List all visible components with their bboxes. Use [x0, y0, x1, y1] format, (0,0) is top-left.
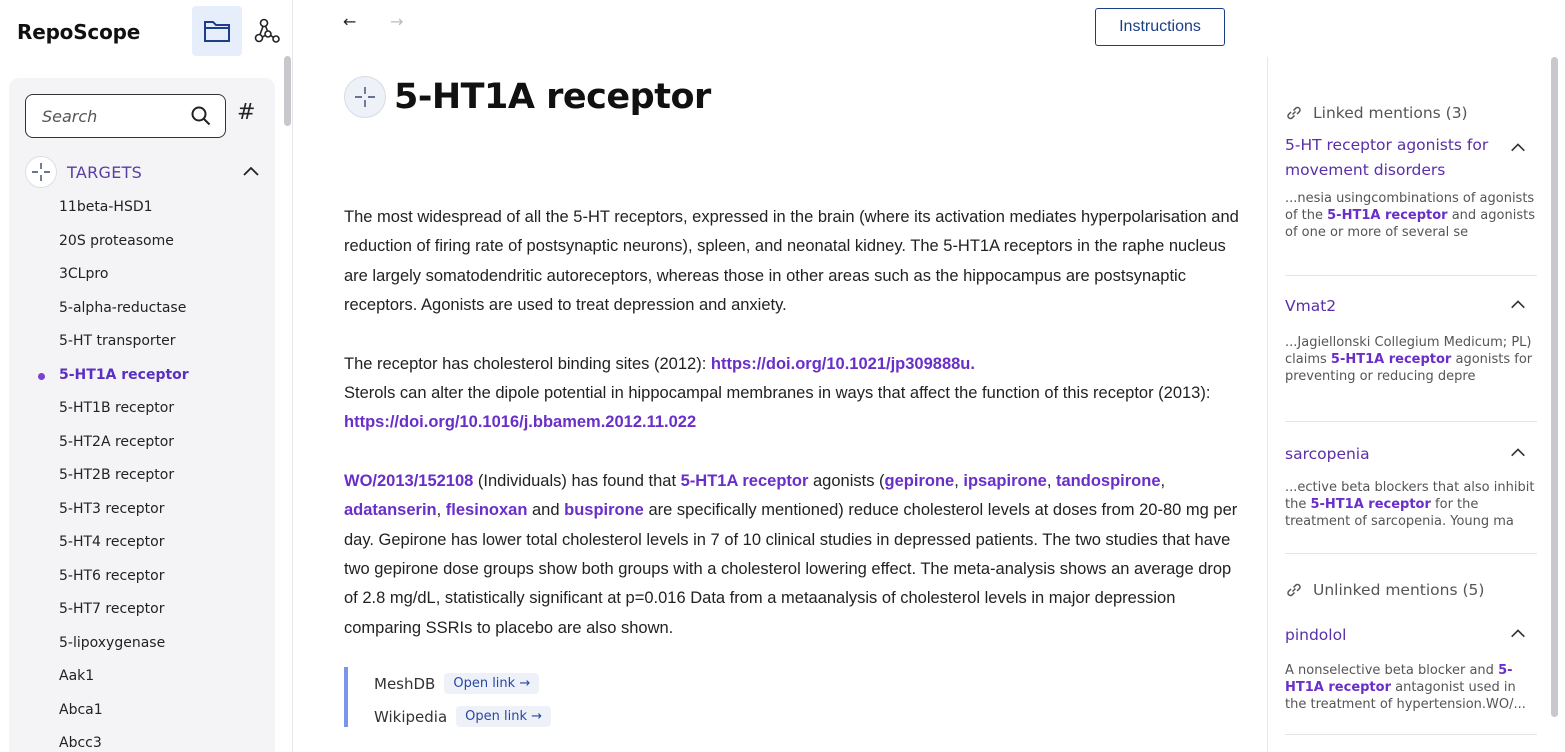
sidebar-item-label: 3CLpro [59, 266, 109, 282]
mention-card[interactable] [1285, 294, 1537, 422]
page-body [344, 203, 1244, 672]
graph-view-button[interactable] [242, 6, 292, 56]
chevron-up-icon[interactable] [1509, 444, 1527, 462]
unlinked-mentions-header: Unlinked mentions (5) [1285, 581, 1484, 599]
page-header [344, 76, 711, 118]
link-icon [1285, 104, 1303, 122]
chevron-up-icon[interactable] [1509, 139, 1527, 157]
mention-title[interactable]: pindolol [1285, 626, 1347, 644]
files-view-button[interactable] [192, 6, 242, 56]
sidebar-item[interactable] [9, 627, 275, 661]
sidebar-item-label: 5-HT3 receptor [59, 500, 165, 517]
mention-title[interactable]: Vmat2 [1285, 297, 1337, 315]
drug-link-adatanserin[interactable]: adatanserin [344, 501, 437, 520]
mention-snippet: A nonselective beta blocker and 5-HT1A receptor antagonist used in the treatment of hypertension.WO/... [1285, 663, 1526, 712]
paragraph-patent: WO/2013/152108 (Individuals) has found that 5-HT1A receptor agonists (gepirone, ipsapirone, tandospirone, adatanserin, flesinoxan and buspirone are specifically mentioned) reduce cholesterol levels at doses from 20-80 mg per day. Gepirone has lower total cholesterol levels in 7 of 10 clinical studies in depressed patients. The two studies that have two gepirone dose groups show both groups with a cholesterol lowering effect. The meta-analysis shows an average drop of 2.8 mg/dL, statistically significant at p=0.016 Data from a metaanalysis of cholesterol levels in major depression comparing SSRIs to placebo are also shown. [344, 471, 1238, 637]
doi-link-2012[interactable]: https://doi.org/10.1021/jp309888u. [710, 354, 975, 373]
sidebar-item[interactable] [9, 526, 275, 560]
drug-link-tandospirone[interactable]: tandospirone [1056, 471, 1161, 490]
graph-icon [253, 17, 281, 45]
search-input[interactable] [25, 94, 226, 138]
sidebar-item-label: 5-HT6 receptor [59, 567, 165, 584]
sidebar-item[interactable] [9, 392, 275, 426]
sidebar-item-label: 5-HT transporter [59, 333, 176, 349]
left-sidebar [0, 0, 293, 752]
paragraph-references: The receptor has cholesterol binding sites (2012): https://doi.org/10.1021/jp309888u. Sterols can alter the dipole potential in hippocampal membranes in ways that affect the function of this receptor (2013): https://doi.org/10.1016/j.bbamem.2012.11.022 [344, 354, 1211, 432]
drug-link-flesinoxan[interactable]: flesinoxan [445, 501, 528, 520]
app-logo: RepoScope [17, 20, 141, 44]
back-button[interactable]: ← [343, 12, 357, 31]
sidebar-item-label: 5-alpha-reductase [59, 299, 187, 316]
sidebar-item[interactable] [9, 727, 275, 752]
sidebar-item-label: 20S proteasome [59, 232, 174, 249]
sidebar-item-label: 5-HT2B receptor [59, 467, 175, 483]
sidebar-item-label: 5-HT1B receptor [59, 400, 175, 416]
search-icon[interactable] [191, 106, 211, 126]
drug-link-ipsapirone[interactable]: ipsapirone [963, 471, 1047, 490]
active-indicator [38, 373, 45, 380]
section-targets[interactable] [25, 156, 261, 188]
sidebar-item-label: 11beta-HSD1 [59, 199, 153, 215]
doi-link-2013[interactable]: https://doi.org/10.1016/j.bbamem.2012.11.022 [344, 413, 697, 432]
section-label: TARGETS [67, 162, 143, 182]
targets-list [9, 191, 275, 752]
sidebar-item-label: 5-HT4 receptor [59, 534, 165, 550]
mention-snippet: ...Jagiellonski Collegium Medicum; PL) claims 5-HT1A receptor agonists for preventing or reducing depre [1285, 335, 1533, 384]
mention-card[interactable] [1285, 623, 1537, 735]
sidebar-item[interactable] [9, 493, 275, 527]
mention-title[interactable]: 5-HT receptor agonists for movement disorders [1285, 136, 1489, 179]
folder-icon [203, 19, 231, 43]
sidebar-item-label: Abca1 [59, 701, 103, 718]
sidebar-scrollbar[interactable] [284, 56, 291, 126]
reference-name: Wikipedia [374, 707, 448, 726]
mentions-panel [1267, 57, 1565, 752]
sidebar-item[interactable] [9, 660, 275, 694]
sidebar-item[interactable] [9, 426, 275, 460]
mention-snippet: ...ective beta blockers that also inhibit the 5-HT1A receptor for the treatment of sarcopenia. Young ma [1285, 480, 1535, 529]
sidebar-item[interactable] [9, 325, 275, 359]
linked-mentions-header: Linked mentions (3) [1285, 104, 1468, 122]
external-references [344, 667, 551, 727]
reference-row [374, 700, 551, 733]
reference-row [374, 667, 551, 700]
instructions-button[interactable]: Instructions [1095, 8, 1225, 46]
sidebar-item-label: 5-HT2A receptor [59, 433, 175, 450]
sidebar-item[interactable] [9, 359, 275, 393]
open-link-button[interactable]: Open link → [444, 673, 539, 694]
sidebar-item-label: 5-lipoxygenase [59, 634, 166, 651]
reference-name: MeshDB [374, 674, 436, 693]
mentions-scrollbar[interactable] [1551, 57, 1558, 717]
sidebar-item[interactable] [9, 593, 275, 627]
open-link-button[interactable]: Open link → [456, 706, 551, 727]
sidebar-item-label: 5-HT1A receptor [59, 366, 189, 383]
sidebar-item[interactable] [9, 292, 275, 326]
sidebar-item[interactable] [9, 225, 275, 259]
page-title: 5-HT1A receptor [394, 77, 711, 117]
sidebar-item[interactable] [9, 694, 275, 728]
sidebar-item-label: Abcc3 [59, 735, 102, 751]
paragraph-description: The most widespread of all the 5-HT receptors, expressed in the brain (where its activation mediates hyperpolarisation and reduction of firing rate of postsynaptic neurons), spleen, and neonatal kidney. The 5-HT1A receptors in the raphe nucleus are largely somatodendritic autoreceptors, whereas those in other areas such as the hippocampus are postsynaptic receptors. Agonists are used to treat depression and anxiety. [344, 208, 1239, 315]
target-icon [344, 76, 386, 118]
tag-filter-button[interactable]: # [237, 100, 256, 125]
sidebar-item-label: 5-HT7 receptor [59, 601, 165, 617]
sidebar-item[interactable] [9, 459, 275, 493]
sidebar-panel [9, 78, 275, 752]
sidebar-item-label: Aak1 [59, 668, 95, 684]
sidebar-item[interactable] [9, 258, 275, 292]
mention-snippet: ...nesia usingcombinations of agonists of the 5-HT1A receptor and agonists of one or more of several se [1285, 191, 1535, 240]
chevron-up-icon[interactable] [241, 162, 261, 182]
target-link[interactable]: 5-HT1A receptor [680, 471, 809, 490]
mention-card[interactable] [1285, 133, 1537, 276]
forward-button[interactable]: → [390, 12, 404, 31]
target-icon [25, 156, 57, 188]
mention-title[interactable]: sarcopenia [1285, 445, 1370, 463]
drug-link-gepirone[interactable]: gepirone [884, 471, 955, 490]
mention-card[interactable] [1285, 442, 1537, 554]
patent-link[interactable]: WO/2013/152108 [344, 471, 474, 490]
search-placeholder: Search [42, 106, 98, 126]
chevron-up-icon[interactable] [1509, 625, 1527, 643]
drug-link-buspirone[interactable]: buspirone [564, 501, 644, 520]
sidebar-item[interactable] [9, 560, 275, 594]
sidebar-item[interactable] [9, 191, 275, 225]
chevron-up-icon[interactable] [1509, 296, 1527, 314]
link-icon [1285, 581, 1303, 599]
